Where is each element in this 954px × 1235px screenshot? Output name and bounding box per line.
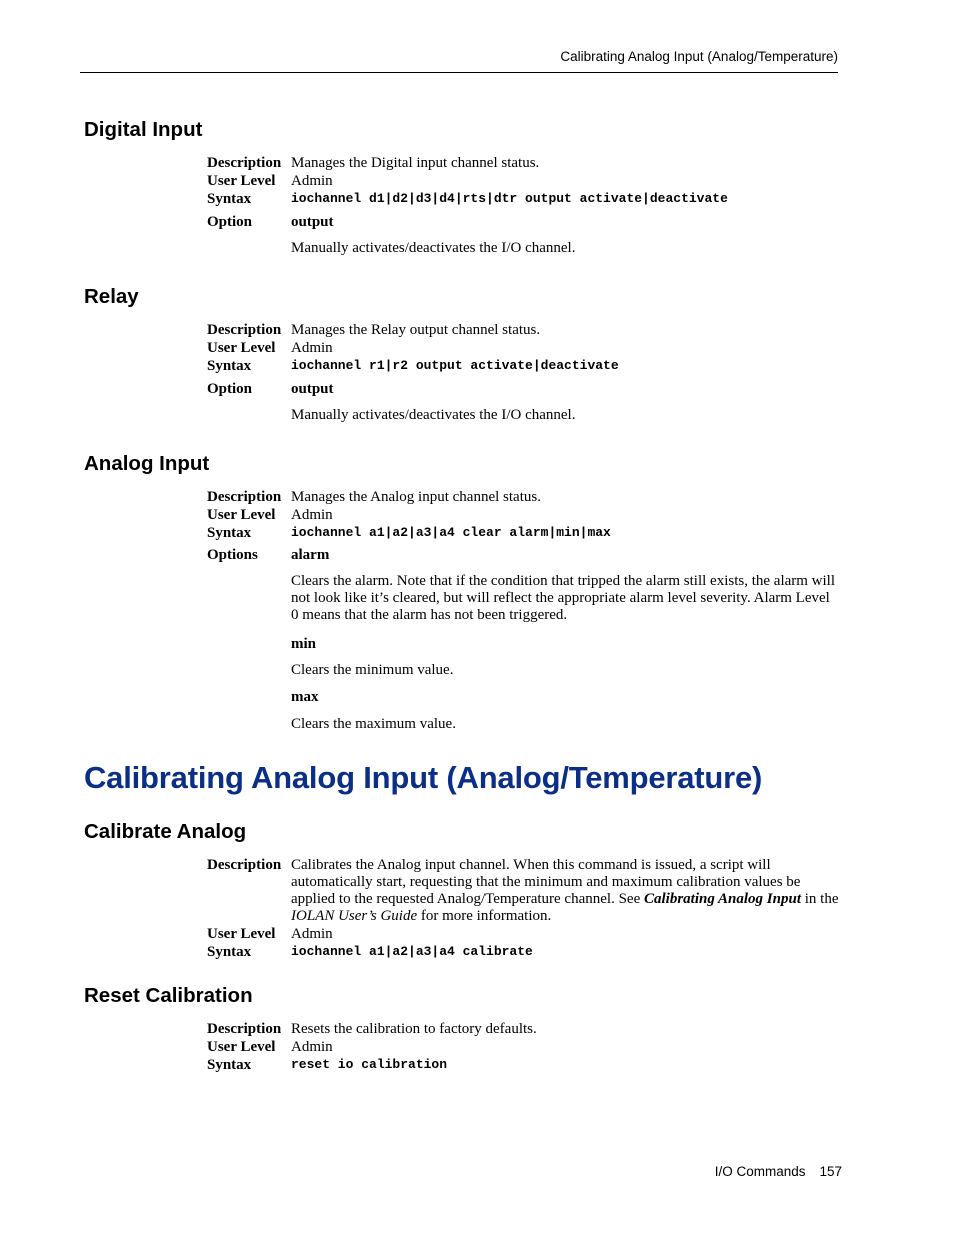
heading-analog-input: Analog Input <box>84 452 210 475</box>
user-level-label: User Level <box>207 926 276 942</box>
description-text: Manages the Digital input channel status. <box>291 155 540 171</box>
page-number: 157 <box>819 1164 842 1179</box>
option-name-min: min <box>291 636 317 652</box>
description-label: Description <box>207 489 282 505</box>
heading-digital-input: Digital Input <box>84 118 203 141</box>
syntax-label: Syntax <box>207 525 252 541</box>
description-label: Description <box>207 322 282 338</box>
option-label: Option <box>207 381 253 397</box>
syntax-label: Syntax <box>207 1057 252 1073</box>
header-rule <box>80 72 838 73</box>
option-description-alarm: Clears the alarm. Note that if the condition that tripped the alarm still exists, the alarm will not look like it’s cleared, but will reflect the appropriate alarm level severity. Alarm Level 0 means that the alarm has not been triggered. <box>291 573 836 623</box>
description-text-part1: Calibrates the Analog input channel. When this command is issued, a script will automatically start, requesting that the minimum and maximum calibration values be applied to the requested Analog/Temperature channel. See <box>291 857 801 907</box>
syntax-code: reset io calibration <box>291 1057 448 1072</box>
option-name: output <box>291 214 334 230</box>
description-label: Description <box>207 857 282 873</box>
option-name-alarm: alarm <box>291 547 330 563</box>
option-description-min: Clears the minimum value. <box>291 662 454 678</box>
option-label: Option <box>207 214 253 230</box>
user-level-label: User Level <box>207 507 276 523</box>
footer-chapter: I/O Commands <box>714 1164 806 1179</box>
syntax-code: iochannel a1|a2|a3|a4 clear alarm|min|max <box>291 525 611 540</box>
user-level-value: Admin <box>291 926 333 942</box>
description-text: Manages the Relay output channel status. <box>291 322 541 338</box>
guide-title: IOLAN User’s Guide <box>291 908 418 924</box>
user-level-label: User Level <box>207 340 276 356</box>
description-label: Description <box>207 155 282 171</box>
option-name: output <box>291 381 334 397</box>
syntax-label: Syntax <box>207 944 252 960</box>
page-footer <box>600 1164 842 1179</box>
syntax-code: iochannel d1|d2|d3|d4|rts|dtr output activate|deactivate <box>291 191 728 206</box>
user-level-value: Admin <box>291 1039 333 1055</box>
heading-relay: Relay <box>84 285 139 308</box>
description-text: Resets the calibration to factory defaults. <box>291 1021 537 1037</box>
description-text-part2: in the <box>801 891 839 907</box>
cross-reference-link[interactable]: Calibrating Analog Input <box>643 891 801 907</box>
heading-reset-calibration: Reset Calibration <box>84 984 253 1007</box>
syntax-code: iochannel r1|r2 output activate|deactivate <box>291 358 619 373</box>
option-description-max: Clears the maximum value. <box>291 716 456 732</box>
option-description: Manually activates/deactivates the I/O channel. <box>291 240 576 256</box>
heading-calibrate-analog: Calibrate Analog <box>84 820 247 843</box>
syntax-code: iochannel a1|a2|a3|a4 calibrate <box>291 944 533 959</box>
user-level-value: Admin <box>291 507 333 523</box>
options-label: Options <box>207 547 258 563</box>
section-title: Calibrating Analog Input (Analog/Temperature) <box>84 760 763 795</box>
option-name-max: max <box>291 689 319 705</box>
description-label: Description <box>207 1021 282 1037</box>
running-header: Calibrating Analog Input (Analog/Temperature) <box>560 49 838 64</box>
syntax-label: Syntax <box>207 358 252 374</box>
user-level-value: Admin <box>291 173 333 189</box>
syntax-label: Syntax <box>207 191 252 207</box>
description-text-part3: for more information. <box>417 908 552 924</box>
user-level-value: Admin <box>291 340 333 356</box>
user-level-label: User Level <box>207 1039 276 1055</box>
description-text <box>291 857 841 925</box>
option-description: Manually activates/deactivates the I/O channel. <box>291 407 576 423</box>
description-text: Manages the Analog input channel status. <box>291 489 541 505</box>
user-level-label: User Level <box>207 173 276 189</box>
